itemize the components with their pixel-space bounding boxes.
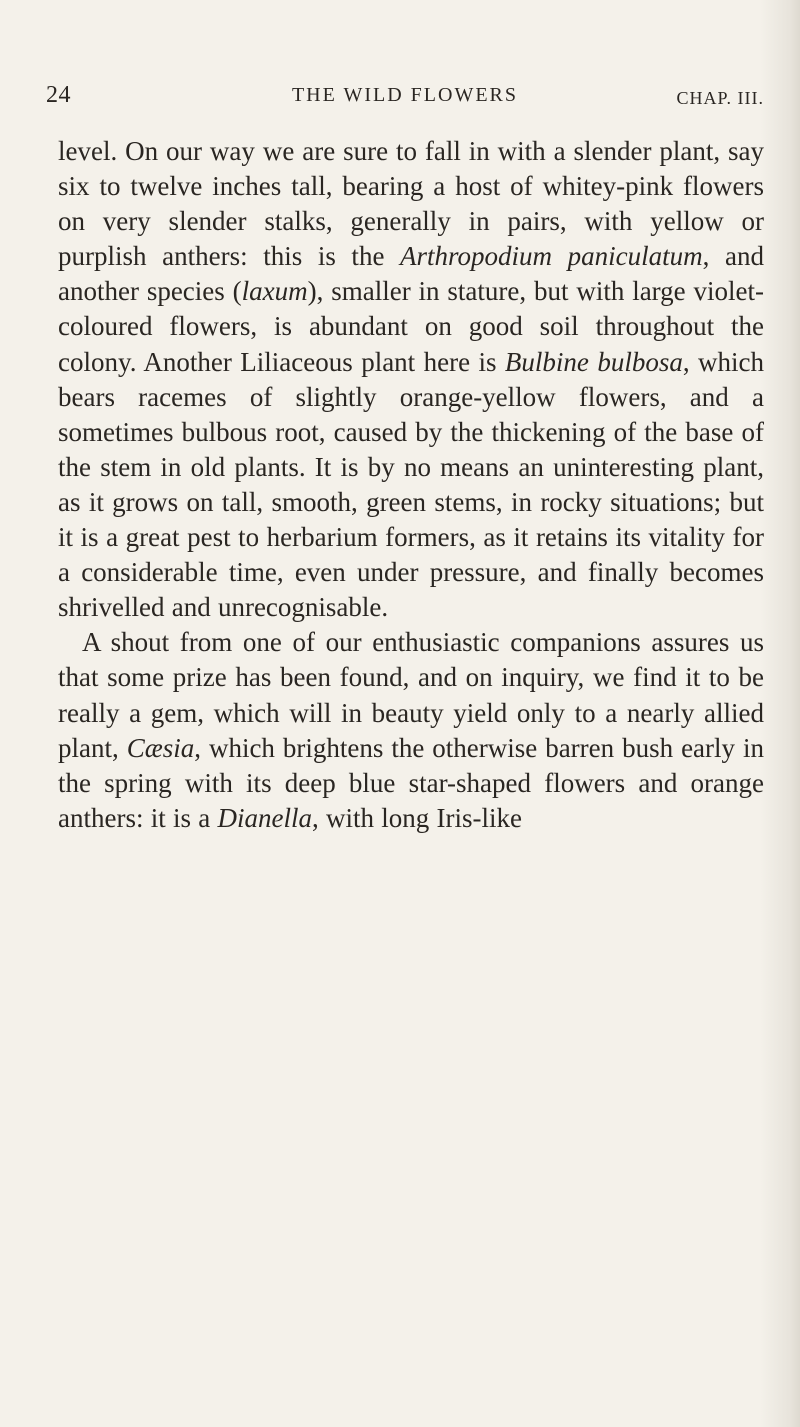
text-segment: , which brightens the otherwise barren bush early in the spring with its deep blue star-shaped flowers and orange anthers: it is a <box>58 732 764 833</box>
text-segment: , and another species ( <box>58 241 765 307</box>
page-number: 24 <box>46 82 71 108</box>
species-name: Cæsia <box>126 732 195 763</box>
paragraph-1 <box>58 134 764 625</box>
running-title: THE WILD FLOWERS <box>291 84 519 106</box>
chapter-mark: CHAP. III. <box>676 88 764 108</box>
text-segment: ), smaller in stature, but with large violet-coloured flowers, is abundant on good soil throughout the colony. Another Liliaceous plant here is <box>58 276 765 377</box>
text-segment: , which bears racemes of slightly orange-yellow flowers, and a sometimes bulbous root, caused by the thickening of the base of the stem in old plants. It is by no means an uninteresting plant, as it grows on tall, smooth, green stems, in rocky situations; but it is a great pest to herbarium formers, as it retains its vitality for a considerable time, even under pressure, and finally becomes shrivelled and unrecognisable. <box>58 346 764 623</box>
species-name: Arthropodium paniculatum <box>400 241 703 272</box>
body-text <box>58 134 764 836</box>
species-name: Dianella <box>217 802 312 833</box>
page-header <box>46 82 764 118</box>
text-segment: A shout from one of our enthusiastic companions assures us that some prize has been found, and on inquiry, we find it to be really a gem, which will in beauty yield only to a nearly allied plant, <box>58 627 764 763</box>
text-segment: level. On our way we are sure to fall in with a slender plant, say six to twelve inches tall, bearing a host of whitey-pink flowers on very slender stalks, generally in pairs, with yellow or purplish anthers: this is the <box>58 136 764 272</box>
paragraph-2 <box>58 625 764 836</box>
species-name: Bulbine bulbosa <box>504 346 683 377</box>
species-name: laxum <box>241 276 308 307</box>
text-segment: , with long Iris-like <box>311 802 522 833</box>
